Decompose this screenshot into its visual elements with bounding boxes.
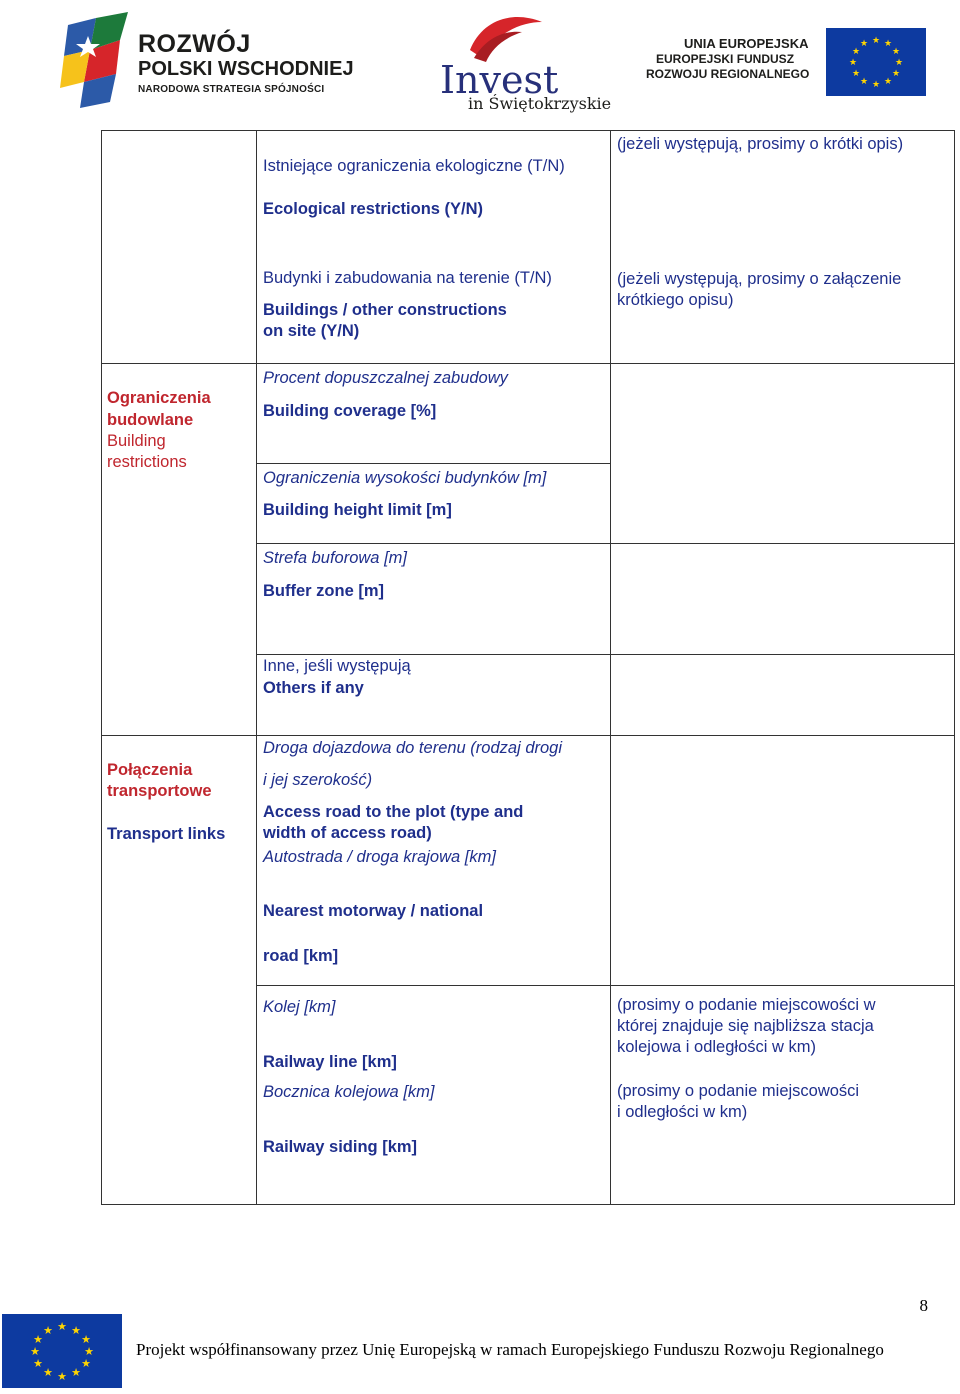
- row-divider: [256, 463, 610, 464]
- svg-text:★: ★: [851, 69, 861, 79]
- invest-subtitle: in Świętokrzyskie: [468, 94, 612, 113]
- buildings-label-pl: Budynki i zabudowania na terenie (T/N): [263, 269, 552, 287]
- ue-title-line2: EUROPEJSKI FUNDUSZ: [656, 52, 795, 66]
- motorway-label-en-line2: road [km]: [263, 947, 339, 965]
- svg-text:★: ★: [71, 1324, 81, 1337]
- svg-text:★: ★: [81, 1357, 91, 1370]
- motorway-label-pl: Autostrada / droga krajowa [km]: [263, 848, 496, 866]
- access-label-pl-line1: Droga dojazdowa do terenu (rodzaj drogi: [263, 739, 563, 757]
- row-divider: [256, 543, 955, 544]
- row-divider: [256, 985, 955, 986]
- eu-flag-footer-icon: [2, 1314, 122, 1388]
- svg-text:★: ★: [30, 1345, 40, 1358]
- svg-text:★: ★: [859, 39, 869, 49]
- column-divider-2: [610, 130, 611, 1205]
- svg-text:★: ★: [871, 36, 881, 46]
- page-number: 8: [919, 1296, 928, 1315]
- eco-label-en: Ecological restrictions (Y/N): [263, 200, 484, 218]
- others-label-pl: Inne, jeśli występują: [263, 657, 411, 675]
- group-building-pl-line2: budowlane: [107, 411, 194, 429]
- rpw-subtitle: NARODOWA STRATEGIA SPÓJNOŚCI: [138, 84, 325, 95]
- rpw-title-line2: POLSKI WSCHODNIEJ: [138, 58, 354, 80]
- svg-text:★: ★: [81, 1333, 91, 1346]
- row-divider: [101, 363, 955, 364]
- eco-label-pl: Istniejące ograniczenia ekologiczne (T/N): [263, 157, 565, 175]
- group-building-en-line2: restrictions: [107, 453, 187, 471]
- footer-cofinancing-text: Projekt współfinansowany przez Unię Europejską w ramach Europejskiego Funduszu Rozwoju Regionalnego: [136, 1340, 884, 1359]
- invest-emblem-icon: [452, 10, 552, 65]
- svg-text:★: ★: [43, 1324, 53, 1337]
- invest-word: Invest: [440, 58, 559, 102]
- site-data-table: [101, 130, 955, 1205]
- group-transport-en: Transport links: [107, 825, 226, 843]
- group-building-en-line1: Building: [107, 432, 166, 450]
- siding-note-line1: (prosimy o podanie miejscowości: [617, 1082, 860, 1100]
- svg-text:★: ★: [33, 1333, 43, 1346]
- svg-text:★: ★: [43, 1366, 53, 1379]
- svg-text:★: ★: [894, 58, 904, 68]
- ue-title-line1: UNIA EUROPEJSKA: [684, 36, 809, 51]
- access-label-pl-line2: i jej szerokość): [263, 771, 373, 789]
- row-divider: [256, 654, 955, 655]
- svg-text:★: ★: [57, 1320, 67, 1333]
- siding-label-pl: Bocznica kolejowa [km]: [263, 1083, 435, 1101]
- svg-text:★: ★: [851, 47, 861, 57]
- rpw-title-line1: ROZWÓJ: [138, 30, 251, 58]
- buildings-label-en-line2: on site (Y/N): [263, 322, 360, 340]
- rail-note-line2: której znajduje się najbliższa stacja: [617, 1017, 874, 1035]
- eco-note: (jeżeli występują, prosimy o krótki opis): [617, 135, 904, 153]
- svg-text:★: ★: [84, 1345, 94, 1358]
- rail-note-line3: kolejowa i odległości w km): [617, 1038, 816, 1056]
- siding-label-en: Railway siding [km]: [263, 1138, 418, 1156]
- rail-label-en: Railway line [km]: [263, 1053, 397, 1071]
- others-label-en: Others if any: [263, 679, 364, 697]
- siding-note-line2: i odległości w km): [617, 1103, 748, 1121]
- svg-text:★: ★: [859, 77, 869, 87]
- buffer-label-pl: Strefa buforowa [m]: [263, 549, 407, 567]
- rail-note-line1: (prosimy o podanie miejscowości w: [617, 996, 876, 1014]
- rail-label-pl: Kolej [km]: [263, 998, 336, 1016]
- svg-text:★: ★: [891, 47, 901, 57]
- access-label-en-line2: width of access road): [263, 824, 432, 842]
- access-label-en-line1: Access road to the plot (type and: [263, 803, 524, 821]
- column-divider-1: [256, 130, 257, 1205]
- ue-title-line3: ROZWOJU REGIONALNEGO: [646, 67, 810, 81]
- svg-text:★: ★: [71, 1366, 81, 1379]
- buildings-note-line1: (jeżeli występują, prosimy o załączenie: [617, 270, 902, 288]
- coverage-label-en: Building coverage [%]: [263, 402, 437, 420]
- group-transport-pl-line1: Połączenia: [107, 761, 193, 779]
- buildings-note-line2: krótkiego opisu): [617, 291, 734, 309]
- row-divider: [101, 735, 955, 736]
- group-transport-pl-line2: transportowe: [107, 782, 212, 800]
- svg-text:★: ★: [883, 77, 893, 87]
- buildings-label-en-line1: Buildings / other constructions: [263, 301, 507, 319]
- eu-flag-icon: [826, 28, 926, 96]
- svg-text:★: ★: [891, 69, 901, 79]
- motorway-label-en-line1: Nearest motorway / national: [263, 902, 484, 920]
- height-label-en: Building height limit [m]: [263, 501, 452, 519]
- svg-text:★: ★: [871, 80, 881, 90]
- rpw-emblem-icon: [60, 10, 140, 110]
- coverage-label-pl: Procent dopuszczalnej zabudowy: [263, 369, 508, 387]
- svg-text:★: ★: [848, 58, 858, 68]
- buffer-label-en: Buffer zone [m]: [263, 582, 384, 600]
- height-label-pl: Ograniczenia wysokości budynków [m]: [263, 469, 547, 487]
- svg-text:★: ★: [57, 1370, 67, 1383]
- group-building-pl-line1: Ograniczenia: [107, 389, 211, 407]
- svg-text:★: ★: [883, 39, 893, 49]
- svg-text:★: ★: [33, 1357, 43, 1370]
